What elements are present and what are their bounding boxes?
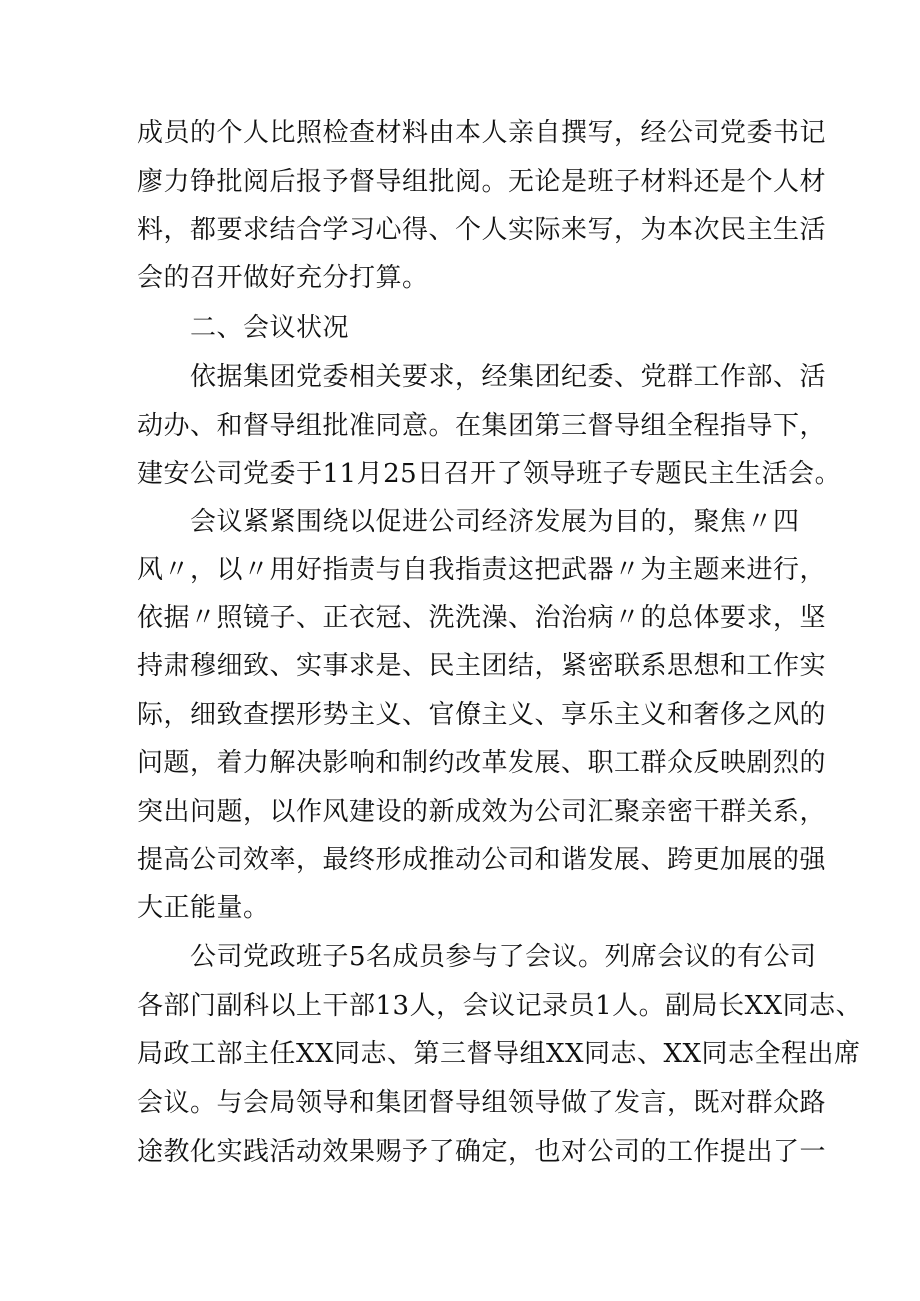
text-line: 会的召开做好充分打算。 (137, 263, 429, 293)
text-line: 突出问题，以作风建设的新成效为公司汇聚亲密干群关系， (137, 797, 827, 827)
text-line: 公司党政班子5名成员参与了会议。列席会议的有公司 (190, 942, 817, 972)
text-line: 廖力铮批阅后报予督导组批阅。无论是班子材料还是个人材 (137, 167, 827, 197)
text-line: 动办、和督导组批准同意。在集团第三督导组全程指导下， (137, 411, 827, 441)
text-line: 局政工部主任XX同志、第三督导组XX同志、XX同志全程出席 (137, 1039, 861, 1069)
text-line: 途教化实践活动效果赐予了确定，也对公司的工作提出了一 (137, 1137, 827, 1167)
text-line: 各部门副科以上干部13人，会议记录员1人。副局长XX同志、 (137, 991, 863, 1021)
text-line: 会议。与会局领导和集团督导组领导做了发言，既对群众路 (137, 1088, 827, 1118)
text-line: 大正能量。 (137, 893, 270, 923)
text-line: 提高公司效率，最终形成推动公司和谐发展、跨更加展的强 (137, 845, 827, 875)
text-line: 成员的个人比照检查材料由本人亲自撰写，经公司党委书记 (137, 118, 827, 148)
section-heading: 二、会议状况 (190, 313, 350, 343)
text-line: 持肃穆细致、实事求是、民主团结，紧密联系思想和工作实 (137, 651, 827, 681)
text-line: 依据〃照镜子、正衣冠、洗洗澡、治治病〃的总体要求，坚 (137, 603, 827, 633)
text-line: 会议紧紧围绕以促进公司经济发展为目的，聚焦〃四 (190, 507, 800, 537)
text-line: 风〃，以〃用好指责与自我指责这把武器〃为主题来进行， (137, 555, 827, 585)
text-line: 依据集团党委相关要求，经集团纪委、党群工作部、活 (190, 362, 827, 392)
text-line: 问题，着力解决影响和制约改革发展、职工群众反映剧烈的 (137, 748, 827, 778)
text-line: 际，细致查摆形势主义、官僚主义、享乐主义和奢侈之风的 (137, 700, 827, 730)
text-line: 料，都要求结合学习心得、个人实际来写，为本次民主生活 (137, 215, 827, 245)
text-line: 建安公司党委于11月25日召开了领导班子专题民主生活会。 (137, 459, 842, 489)
